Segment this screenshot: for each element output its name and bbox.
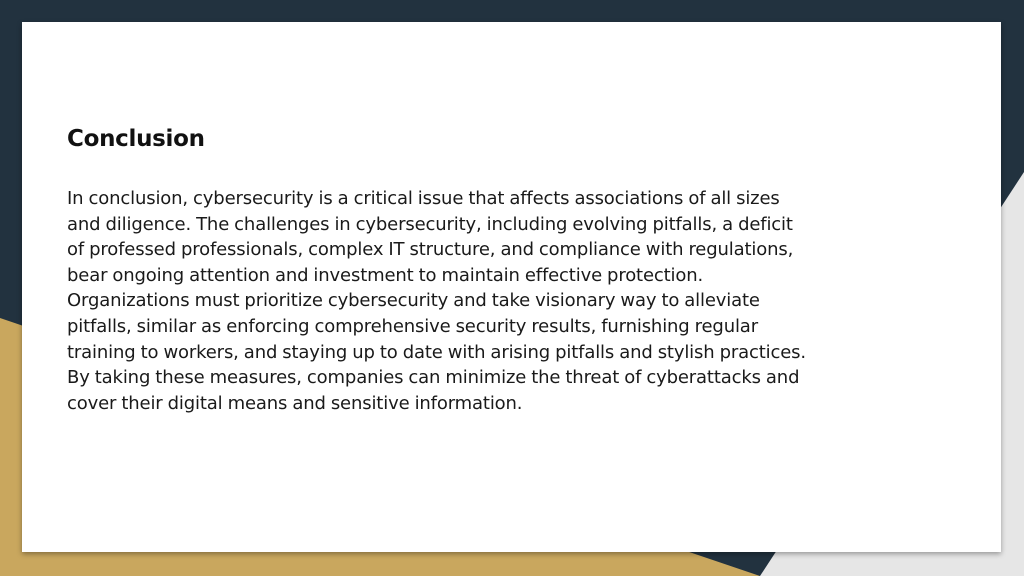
body-line: Organizations must prioritize cybersecurity and take visionary way to alleviate [67, 290, 760, 312]
body-line: training to workers, and staying up to date with arising pitfalls and stylish practices. [67, 341, 806, 363]
body-line: In conclusion, cybersecurity is a critical issue that affects associations of all sizes [67, 188, 780, 209]
slide-title: Conclusion [67, 126, 205, 152]
body-line: bear ongoing attention and investment to maintain effective protection. [67, 264, 704, 286]
body-line: and diligence. The challenges in cybersecurity, including evolving pitfalls, a deficit [67, 213, 793, 235]
body-line: By taking these measures, companies can minimize the threat of cyberattacks and [67, 367, 800, 389]
slide-body-text [67, 186, 992, 416]
body-line: pitfalls, similar as enforcing comprehensive security results, furnishing regular [67, 315, 758, 337]
slide-card [22, 22, 1001, 552]
body-line: cover their digital means and sensitive information. [67, 392, 523, 414]
body-line: of professed professionals, complex IT structure, and compliance with regulations, [67, 239, 794, 261]
